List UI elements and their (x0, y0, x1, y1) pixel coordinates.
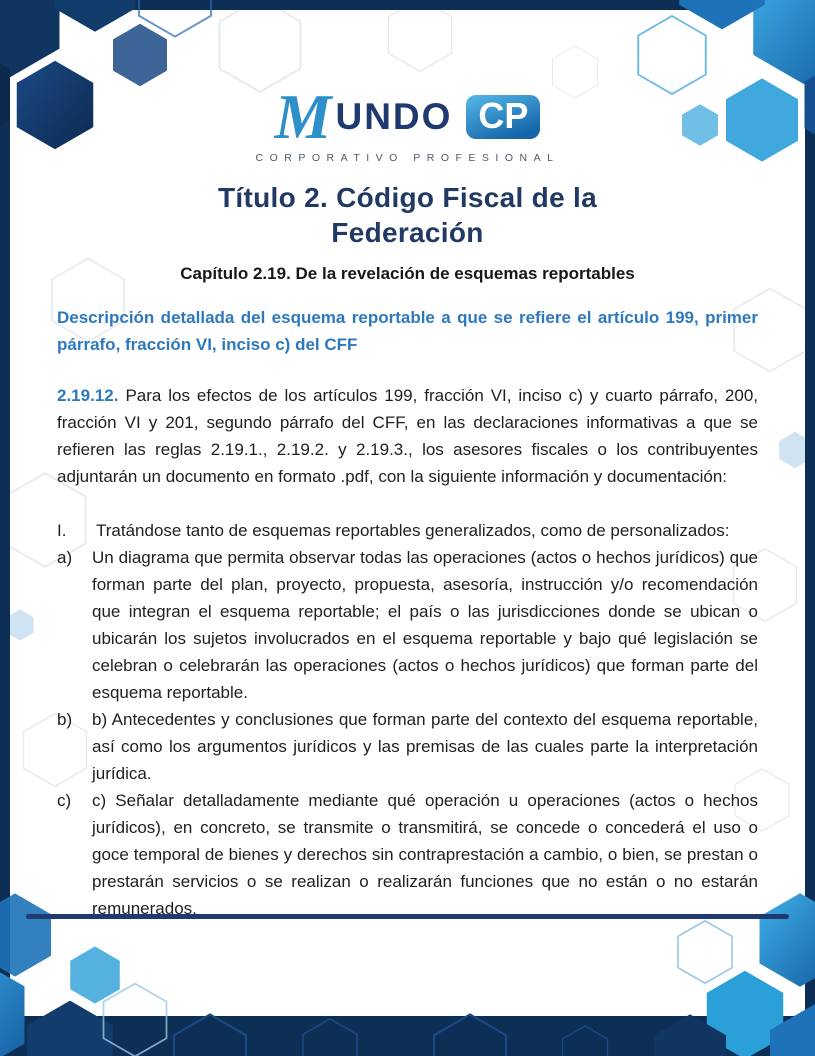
chapter-heading: Capítulo 2.19. De la revelación de esquemas reportables (180, 263, 635, 283)
logo-text-undo: UNDO (335, 96, 453, 138)
item-text: Tratándose tanto de esquemas reportables generalizados, como de personalizados: (96, 520, 730, 540)
page-title-line1: Título 2. Código Fiscal de la (218, 181, 597, 213)
rule-subtitle: Descripción detallada del esquema reportable a que se refiere el artículo 199, primer párrafo, fracción VI, inciso c) del CFF (57, 307, 758, 354)
page-title-line2: Federación (331, 216, 484, 248)
intro-paragraph (57, 382, 758, 490)
logo-cp-badge: CP (466, 95, 540, 139)
logo (0, 81, 815, 164)
item-label: c) (57, 790, 72, 810)
item-text: c) Señalar detalladamente mediante qué operación u operaciones (actos o hechos jurídicos), en concreto, se transmite o transmitirá, se concede o concederá el uso o goce temporal de bienes y derechos sin contraprestación a cambio, o bien, se prestan o prestarán servicios o se realizan o realizarán funciones que no están o no estarán remunerados. (92, 790, 758, 918)
list-item-b (57, 706, 758, 787)
list-item-roman (57, 517, 758, 544)
item-label: a) (57, 547, 73, 567)
item-label: I. (57, 520, 67, 540)
logo-wordmark (0, 81, 815, 152)
rule-number: 2.19.12. (57, 385, 119, 405)
item-label: b) (57, 709, 73, 729)
logo-tagline: CORPORATIVO PROFESIONAL (255, 151, 560, 164)
item-text: Un diagrama que permita observar todas las operaciones (actos o hechos jurídicos) que forman parte del plan, proyecto, propuesta, asesoría, instrucción y/o recomendación que integran el esquema reportable; el país o las jurisdicciones donde se ubican o ubicarán los sujetos involucrados en el esquema reportable y bajo qué legislación se celebran o celebrarán las operaciones (actos o hechos jurídicos) que forman parte del esquema reportable. (92, 547, 758, 702)
intro-text: Para los efectos de los artículos 199, fracción VI, inciso c) y cuarto párrafo, 200, fracción VI y 201, segundo párrafo del CFF, en las declaraciones informativas a que se refieren las reglas 2.19.1., 2.19.2. y 2.19.3., los asesores fiscales o los contribuyentes adjuntarán un documento en formato .pdf, con la siguiente información y documentación: (57, 385, 758, 486)
list-item-a (57, 544, 758, 706)
item-text: b) Antecedentes y conclusiones que forman parte del contexto del esquema reportable, así como los argumentos jurídicos y las premisas de las cuales parte la interpretación jurídica. (92, 709, 758, 783)
list-item-c (57, 787, 758, 922)
body-text (0, 304, 815, 922)
page-title (0, 180, 815, 250)
logo-letter-m: M (274, 81, 332, 152)
